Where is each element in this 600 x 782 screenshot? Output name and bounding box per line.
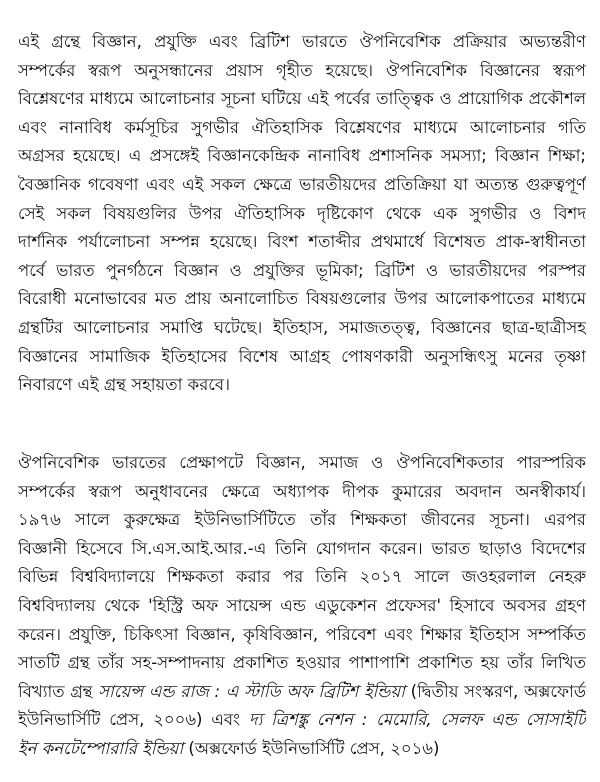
text-line: [18, 592, 586, 621]
text-segment: বিশ্ববিদ্যালয় থেকে 'হিস্ট্রি অফ সায়েন্স এন্ড এডুকেশন প্রফেসর' হিসাবে অবসর গ্রহণ: [18, 595, 586, 615]
text-line: [18, 371, 586, 400]
text-segment: ঔপনিবেশিক ভারতের প্রেক্ষাপটে বিজ্ঞান, সমাজ ও ঔপনিবেশিকতার পারস্পরিক: [18, 453, 586, 472]
paragraph-book-summary: [18, 28, 586, 400]
text-segment: (অক্সফোর্ড ইউনিভার্সিটি প্রেস, ২০১৬): [183, 738, 440, 758]
text-segment: পর্বে ভারত পুনর্গঠনে বিজ্ঞান ও প্রযুক্তির ভূমিকা; ব্রিটিশ ও ভারতীয়দের পরস্পর: [18, 260, 586, 280]
text-segment: বিজ্ঞানের সামাজিক ইতিহাসের বিশেষ আগ্রহ পোষণকারী অনুসন্ধিৎসু মনের তৃষ্ণা: [18, 346, 586, 366]
text-segment: সম্পর্কের স্বরূপ অনুধাবনের ক্ষেত্রে অধ্যাপক দীপক কুমারের অবদান অনস্বীকার্য।: [18, 481, 586, 501]
text-segment: করেন। প্রযুক্তি, চিকিৎসা বিজ্ঞান, কৃষিবিজ্ঞান, পরিবেশ এবং শিক্ষার ইতিহাস সম্পর্কিত: [18, 624, 586, 644]
text-line: [18, 449, 586, 478]
book-title-text: দ্য ত্রিশঙ্কু নেশন : মেমোরি, সেলফ এন্ড সোসাইটি: [248, 710, 586, 730]
book-title-text: সায়েন্স এন্ড রাজ : এ স্টাডি অফ ব্রিটিশ ইন্ডিয়া: [98, 681, 405, 701]
book-title-text: ইন কনটেম্পোরারি ইন্ডিয়া: [18, 738, 184, 758]
paragraph-author-bio: [18, 449, 586, 764]
text-line: [18, 114, 586, 143]
text-line: [18, 649, 586, 678]
text-line: [18, 621, 586, 650]
text-segment: সম্পর্কের স্বরূপ অনুসন্ধানের প্রয়াস গৃহীত হয়েছে। ঔপনিবেশিক বিজ্ঞানের স্বরূপ: [18, 60, 586, 80]
text-segment: বৈজ্ঞানিক গবেষণা এবং এই সকল ক্ষেত্রে ভারতীয়দের প্রতিক্রিয়া যা অত্যন্ত গুরুত্বপূর্ণ: [18, 174, 586, 194]
text-line: [18, 200, 586, 229]
text-segment: গ্রন্থটির আলোচনার সমাপ্তি ঘটেছে। ইতিহাস, সমাজতত্ত্ব, বিজ্ঞানের ছাত্র-ছাত্রীসহ: [18, 317, 586, 337]
text-segment: অগ্রসর হয়েছে। এ প্রসঙ্গেই বিজ্ঞানকেন্দ্রিক নানাবিধ প্রশাসনিক সমস্যা; বিজ্ঞান শিক্ষা;: [18, 146, 586, 166]
text-line: [18, 563, 586, 592]
text-line: [18, 228, 586, 257]
text-line: [18, 314, 586, 343]
text-line: [18, 343, 586, 372]
text-line: [18, 171, 586, 200]
text-segment: ১৯৭৬ সালে কুরুক্ষেত্র ইউনিভার্সিটিতে তাঁর শিক্ষকতা জীবনের সূচনা। এরপর: [18, 510, 586, 530]
text-line: [18, 85, 586, 114]
text-segment: বিজ্ঞানী হিসেবে সি.এস.আই.আর.-এ তিনি যোগদান করেন। ভারত ছাড়াও বিদেশের: [18, 538, 586, 558]
text-line: [18, 257, 586, 286]
text-line: [18, 535, 586, 564]
text-segment: বিখ্যাত গ্রন্থ: [18, 681, 99, 701]
text-segment: বিরোধী মনোভাবের মত প্রায় অনালোচিত বিষয়গুলোর উপর আলোকপাতের মাধ্যমে: [18, 289, 586, 309]
text-segment: (দ্বিতীয় সংস্করণ, অক্সফোর্ড: [404, 681, 586, 701]
text-line: [18, 735, 586, 764]
text-segment: ইউনিভার্সিটি প্রেস, ২০০৬) এবং: [18, 710, 249, 730]
text-segment: সেই সকল বিষয়গুলির উপর ঐতিহাসিক দৃষ্টিকোণ থেকে এক সুগভীর ও বিশদ: [18, 203, 586, 223]
text-segment: বিশ্লেষণের মাধ্যমে আলোচনার সূচনা ঘটিয়ে এই পর্বের তাত্ত্বিক ও প্রায়োগিক প্রকৌশল: [18, 89, 586, 109]
text-segment: দার্শনিক পর্যালোচনা সম্পন্ন হয়েছে। বিংশ শতাব্দীর প্রথমার্ধে বিশেষত প্রাক-স্বাধীনতা: [18, 232, 586, 252]
text-line: [18, 506, 586, 535]
text-segment: বিভিন্ন বিশ্ববিদ্যালয়ে শিক্ষকতা করার পর তিনি ২০১৭ সালে জওহরলাল নেহরু: [18, 567, 586, 587]
text-line: [18, 142, 586, 171]
text-line: [18, 678, 586, 707]
text-line: [18, 706, 586, 735]
text-segment: এবং নানাবিধ কর্মসূচির সুগভীর ঐতিহাসিক বিশ্লেষণের মাধ্যমে আলোচনার গতি: [18, 117, 586, 137]
text-line: [18, 285, 586, 314]
text-line: [18, 28, 586, 57]
text-segment: সাতটি গ্রন্থ তাঁর সহ-সম্পাদনায় প্রকাশিত হওয়ার পাশাপাশি প্রকাশিত হয় তাঁর লিখিত: [18, 653, 586, 673]
text-line: [18, 478, 586, 507]
text-segment: এই গ্রন্থে বিজ্ঞান, প্রযুক্তি এবং ব্রিটিশ ভারতে ঔপনিবেশিক প্রক্রিয়ার অভ্যন্তরীণ: [18, 32, 586, 51]
text-segment: নিবারণে এই গ্রন্থ সহায়তা করবে।: [18, 375, 231, 395]
text-line: [18, 57, 586, 86]
